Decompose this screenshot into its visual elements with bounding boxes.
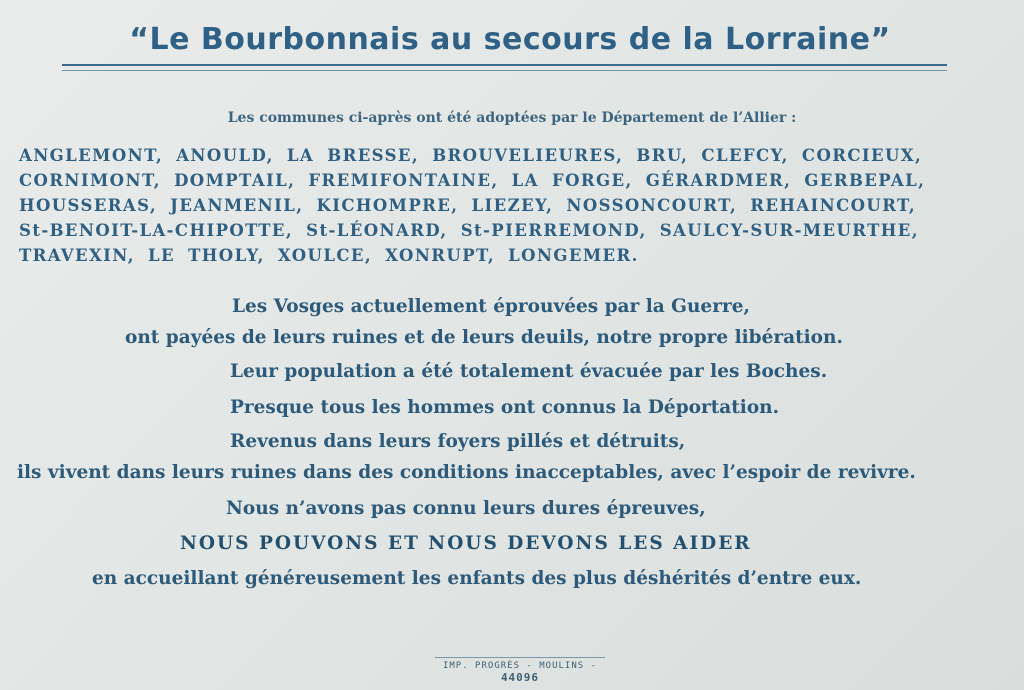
communes-line: ANGLEMONT, ANOULD, LA BRESSE, BROUVELIEURES, BRU, CLEFCY, CORCIEUX,: [19, 146, 923, 165]
title-underline-thin: [62, 70, 947, 71]
communes-list: [19, 143, 1009, 268]
body-line: Nous n’avons pas connu leurs dures épreuves,: [226, 498, 706, 519]
communes-line: HOUSSERAS, JEANMENIL, KICHOMPRE, LIEZEY, NOSSONCOURT, REHAINCOURT,: [19, 196, 917, 215]
body-line: en accueillant généreusement les enfants des plus déshérités d’entre eux.: [92, 568, 862, 589]
body-line: Presque tous les hommes ont connus la Déportation.: [230, 397, 780, 418]
poster-title: “Le Bourbonnais au secours de la Lorraine”: [129, 22, 891, 57]
body-line: ils vivent dans leurs ruines dans des conditions inacceptables, avec l’espoir de revivre.: [17, 462, 916, 483]
print-number: 44096: [500, 671, 540, 684]
communes-line: St-BENOIT-LA-CHIPOTTE, St-LÉONARD, St-PIERREMOND, SAULCY-SUR-MEURTHE,: [19, 221, 919, 240]
body-line: Leur population a été totalement évacuée par les Boches.: [230, 361, 828, 382]
body-line: ont payées de leurs ruines et de leurs deuils, notre propre libération.: [125, 327, 843, 348]
intro-text: Les communes ci-après ont été adoptées par le Département de l’Allier :: [227, 110, 797, 126]
printer-imprint: [435, 657, 605, 684]
body-line: Les Vosges actuellement éprouvées par la Guerre,: [232, 296, 750, 317]
communes-line: TRAVEXIN, LE THOLY, XOULCE, XONRUPT, LONGEMER.: [19, 246, 639, 265]
title-underline: [62, 64, 947, 66]
call-to-action: NOUS POUVONS ET NOUS DEVONS LES AIDER: [180, 533, 752, 554]
printer-name: IMP. PROGRÈS - MOULINS -: [442, 661, 598, 671]
body-line: Revenus dans leurs foyers pillés et détruits,: [230, 431, 686, 452]
communes-line: CORNIMONT, DOMPTAIL, FREMIFONTAINE, LA FORGE, GÉRARDMER, GERBEPAL,: [19, 171, 926, 190]
